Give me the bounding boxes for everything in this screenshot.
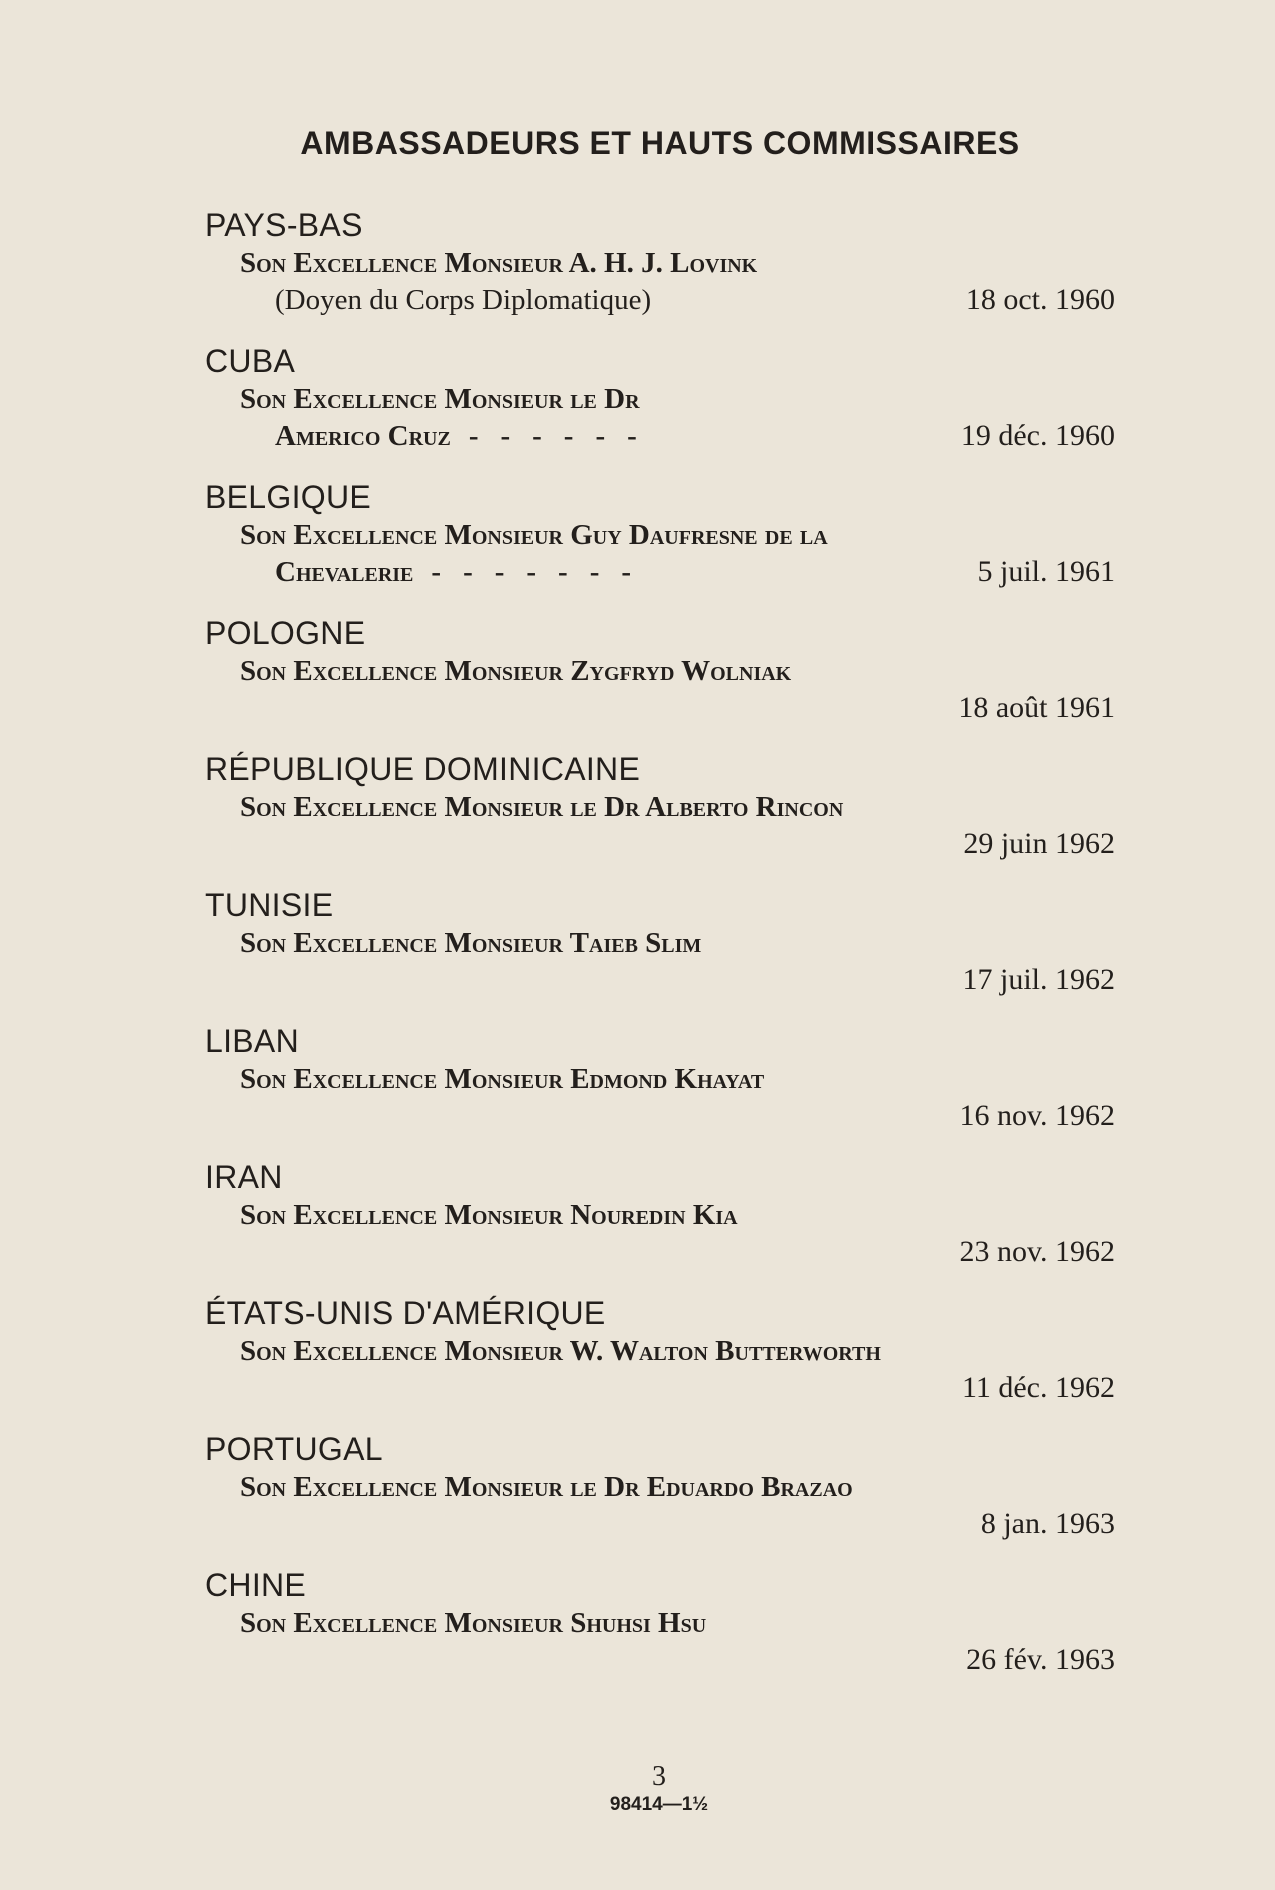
country-name: PORTUGAL (205, 1431, 383, 1467)
country-name: ÉTATS-UNIS D'AMÉRIQUE (205, 1295, 606, 1331)
accreditation-date: 18 août 1961 (958, 691, 1115, 724)
name-continuation-line (205, 553, 1115, 591)
accreditation-date: 11 déc. 1962 (961, 1371, 1115, 1404)
accreditation-date: 5 juil. 1961 (977, 555, 1115, 588)
ambassador-name: Son Excellence Monsieur Nouredin Kia (240, 1199, 738, 1231)
country-name: BELGIQUE (205, 479, 372, 515)
list-item (205, 613, 1115, 727)
country-name: CUBA (205, 343, 296, 379)
list-item (205, 205, 1115, 319)
accreditation-date: 16 nov. 1962 (959, 1099, 1115, 1132)
country-name: RÉPUBLIQUE DOMINICAINE (205, 751, 641, 787)
ambassador-name: Son Excellence Monsieur Guy Daufresne de la (240, 519, 828, 551)
name-continuation-line (205, 417, 1115, 455)
list-item (205, 1429, 1115, 1543)
ambassador-list (205, 205, 1115, 1701)
ambassador-note: (Doyen du Corps Diplomatique) (275, 284, 652, 316)
leader-dots: ------ (468, 420, 659, 452)
accreditation-date: 23 nov. 1962 (959, 1235, 1115, 1268)
ambassador-name-continued: Chevalerie (275, 556, 414, 588)
country-name: CHINE (205, 1567, 307, 1603)
accreditation-date: 18 oct. 1960 (965, 283, 1115, 316)
ambassador-name: Son Excellence Monsieur A. H. J. Lovink (240, 247, 758, 279)
list-item (205, 749, 1115, 863)
ambassador-name: Son Excellence Monsieur le Dr Eduardo Brazao (240, 1471, 853, 1503)
accreditation-date: 29 juin 1962 (963, 827, 1115, 860)
list-item (205, 477, 1115, 591)
country-name: POLOGNE (205, 615, 366, 651)
accreditation-date: 26 fév. 1963 (966, 1643, 1115, 1676)
ambassador-name: Son Excellence Monsieur le Dr (240, 383, 640, 415)
page-number: 3 (652, 1761, 666, 1792)
page-title: AMBASSADEURS ET HAUTS COMMISSAIRES (300, 125, 1020, 161)
leader-dots: ------- (431, 556, 654, 588)
ambassador-name: Son Excellence Monsieur le Dr Alberto Rincon (240, 791, 844, 823)
country-name: TUNISIE (205, 887, 334, 923)
list-item (205, 885, 1115, 999)
ambassador-name: Son Excellence Monsieur Zygfryd Wolniak (240, 655, 792, 687)
list-item (205, 1021, 1115, 1135)
accreditation-date: 17 juil. 1962 (962, 963, 1115, 996)
list-item (205, 1157, 1115, 1271)
list-item (205, 341, 1115, 455)
list-item (205, 1293, 1115, 1407)
print-code: 98414—1½ (609, 1794, 709, 1815)
country-name: IRAN (205, 1159, 283, 1195)
country-name: PAYS-BAS (205, 207, 363, 243)
name-continuation-line (205, 281, 1115, 319)
ambassador-name: Son Excellence Monsieur W. Walton Butterworth (240, 1335, 881, 1367)
list-item (205, 1565, 1115, 1679)
ambassador-name: Son Excellence Monsieur Edmond Khayat (240, 1063, 765, 1095)
accreditation-date: 8 jan. 1963 (980, 1507, 1115, 1540)
ambassador-name: Son Excellence Monsieur Shuhsi Hsu (240, 1607, 707, 1639)
accreditation-date: 19 déc. 1960 (960, 419, 1115, 452)
page-footer (0, 1762, 1275, 1818)
country-name: LIBAN (205, 1023, 299, 1059)
ambassador-name-continued: Americo Cruz (275, 420, 451, 452)
ambassador-name: Son Excellence Monsieur Taieb Slim (240, 927, 702, 959)
